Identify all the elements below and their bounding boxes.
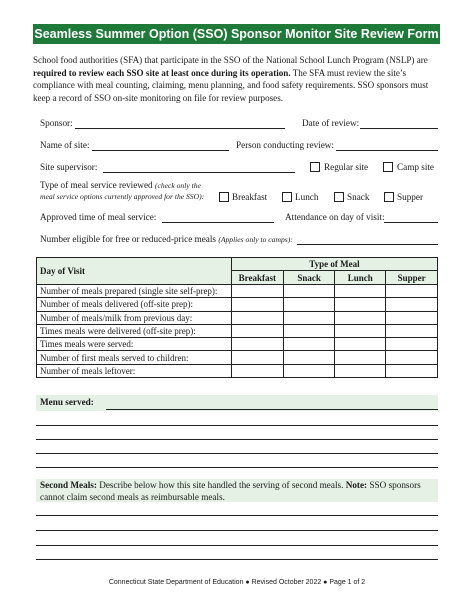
table-cell[interactable] (335, 311, 386, 324)
column-header-breakfast: Breakfast (231, 271, 283, 285)
table-header-row (37, 258, 438, 271)
table-cell[interactable] (386, 298, 438, 311)
table-cell[interactable] (335, 324, 386, 337)
table-cell[interactable] (335, 351, 386, 364)
table-row (37, 351, 438, 364)
intro-bold-text: required to review each SSO site at least once during its operation. (33, 67, 291, 78)
name-of-site-field[interactable] (92, 150, 229, 151)
table-cell[interactable] (283, 285, 335, 298)
table-cell[interactable] (283, 298, 335, 311)
table-cell[interactable] (283, 311, 335, 324)
row-label: Number of meals/milk from previous day: (37, 311, 232, 324)
menu-served-line-4[interactable] (36, 453, 438, 454)
person-conducting-label: Person conducting review: (236, 140, 334, 150)
table-row (37, 311, 438, 324)
column-header-supper: Supper (386, 271, 438, 285)
person-conducting-field[interactable] (336, 150, 438, 151)
meal-service-type-label (40, 180, 201, 190)
second-meals-text (40, 479, 434, 503)
number-eligible-label (40, 234, 293, 244)
table-cell[interactable] (335, 298, 386, 311)
breakfast-checkbox[interactable] (219, 192, 229, 202)
second-meals-bar (36, 479, 438, 502)
meal-service-note-1: (check only the (154, 181, 201, 190)
table-cell[interactable] (231, 338, 283, 351)
meal-service-note-2: meal service options currently approved for the SSO): (40, 192, 205, 201)
date-of-review-label: Date of review: (302, 118, 360, 128)
second-meals-note: SSO sponsors cannot claim second meals as reimbursable meals. (40, 480, 421, 502)
menu-served-label: Menu served: (40, 397, 94, 407)
table-cell[interactable] (283, 351, 335, 364)
site-supervisor-label: Site supervisor: (40, 162, 98, 172)
meal-service-type-text: Type of meal service reviewed (40, 180, 153, 190)
type-of-meal-header: Type of Meal (231, 258, 437, 271)
day-of-visit-table (36, 257, 438, 378)
table-row (37, 324, 438, 337)
table-cell[interactable] (386, 285, 438, 298)
page-footer: Connecticut State Department of Education ● Revised October 2022 ● Page 1 of 2 (108, 579, 366, 586)
camp-site-checkbox[interactable] (383, 162, 393, 172)
snack-label: Snack (347, 192, 370, 202)
second-meals-note-label: Note: (345, 480, 368, 490)
row-label: Number of meals delivered (off-site prep): (37, 298, 232, 311)
second-meals-line-1[interactable] (36, 515, 438, 516)
approved-time-field[interactable] (162, 222, 274, 223)
table-cell[interactable] (231, 298, 283, 311)
row-label: Times meals were delivered (off-site prep): (37, 324, 232, 337)
menu-served-line-1[interactable] (106, 409, 438, 410)
menu-served-line-5[interactable] (36, 467, 438, 468)
lunch-checkbox[interactable] (282, 192, 292, 202)
table-cell[interactable] (386, 311, 438, 324)
intro-paragraph (33, 54, 441, 104)
intro-text-1: School food authorities (SFA) that participate in the SSO of the National School Lunch Program (NSLP) are (33, 55, 428, 65)
supper-checkbox[interactable] (384, 192, 394, 202)
snack-checkbox[interactable] (334, 192, 344, 202)
table-cell[interactable] (231, 311, 283, 324)
column-header-lunch: Lunch (335, 271, 386, 285)
table-cell[interactable] (335, 285, 386, 298)
table-cell[interactable] (335, 338, 386, 351)
menu-served-line-3[interactable] (36, 439, 438, 440)
table-cell[interactable] (386, 351, 438, 364)
menu-served-line-2[interactable] (36, 425, 438, 426)
lunch-label: Lunch (295, 192, 319, 202)
number-eligible-text: Number eligible for free or reduced-price meals (40, 234, 217, 244)
table-row (37, 364, 438, 377)
sponsor-label: Sponsor: (40, 118, 73, 128)
table-cell[interactable] (283, 364, 335, 377)
approved-time-label: Approved time of meal service: (40, 212, 157, 222)
row-label: Times meals were served: (37, 338, 232, 351)
table-row (37, 338, 438, 351)
table-cell[interactable] (231, 324, 283, 337)
table-row (37, 298, 438, 311)
table-cell[interactable] (335, 364, 386, 377)
day-of-visit-header: Day of Visit (37, 258, 232, 285)
number-eligible-field[interactable] (297, 244, 438, 245)
attendance-field[interactable] (384, 222, 438, 223)
table-cell[interactable] (231, 351, 283, 364)
second-meals-line-4[interactable] (36, 559, 438, 560)
table-row (37, 285, 438, 298)
second-meals-line-2[interactable] (36, 530, 438, 531)
table-cell[interactable] (386, 364, 438, 377)
regular-site-checkbox[interactable] (310, 162, 320, 172)
supper-label: Supper (397, 192, 424, 202)
breakfast-label: Breakfast (232, 192, 268, 202)
camp-site-label: Camp site (397, 162, 435, 172)
attendance-label: Attendance on day of visit: (285, 212, 385, 222)
second-meals-label: Second Meals: (40, 480, 97, 490)
table-cell[interactable] (386, 338, 438, 351)
sponsor-field[interactable] (75, 128, 285, 129)
second-meals-line-3[interactable] (36, 545, 438, 546)
table-cell[interactable] (283, 324, 335, 337)
row-label: Number of first meals served to children: (37, 351, 232, 364)
table-cell[interactable] (231, 285, 283, 298)
menu-served-bar (36, 395, 438, 411)
table-cell[interactable] (386, 324, 438, 337)
number-eligible-note: (Applies only to camps): (218, 235, 293, 244)
table-cell[interactable] (231, 364, 283, 377)
form-title: Seamless Summer Option (SSO) Sponsor Monitor Site Review Form (33, 24, 440, 44)
intro-text-2: The SFA must review the site’s compliance with meal counting, claiming, menu planning, and food safety requirements. SSO sponsors must keep a record of SSO on-site monitoring on file for review purposes. (33, 67, 429, 103)
row-label: Number of meals prepared (single site self-prep): (37, 285, 232, 298)
site-supervisor-field[interactable] (103, 172, 295, 173)
name-of-site-label: Name of site: (40, 140, 90, 150)
second-meals-description: Describe below how this site handled the serving of second meals. (96, 480, 346, 490)
date-of-review-field[interactable] (360, 128, 438, 129)
table-cell[interactable] (283, 338, 335, 351)
column-header-snack: Snack (283, 271, 335, 285)
regular-site-label: Regular site (324, 162, 369, 172)
row-label: Number of meals leftover: (37, 364, 232, 377)
